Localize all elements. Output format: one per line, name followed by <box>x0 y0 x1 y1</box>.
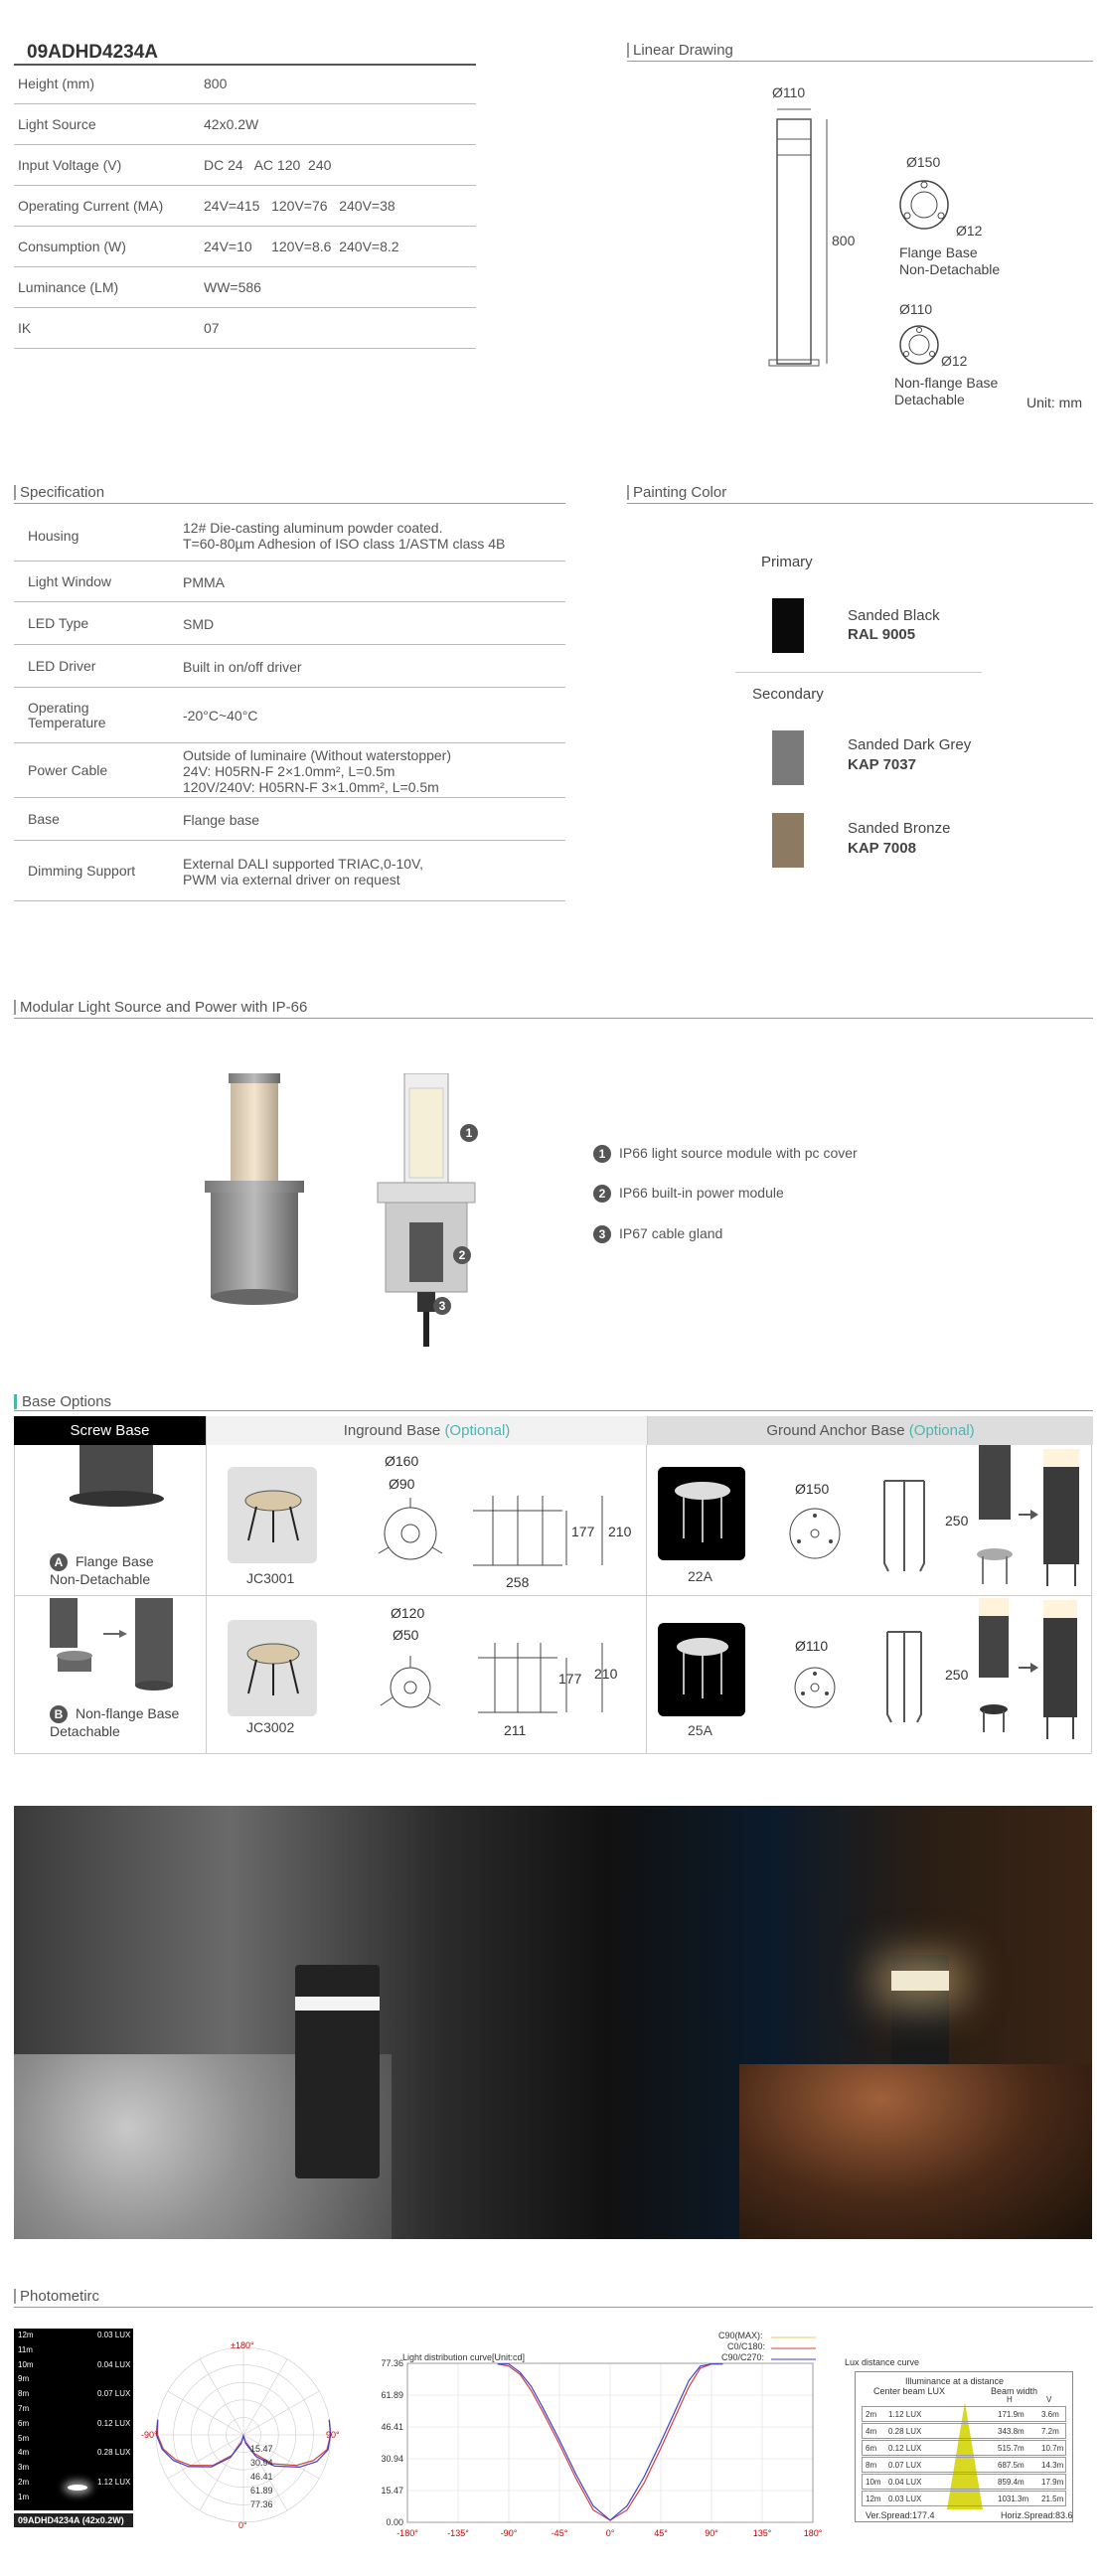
lux-row-lux: 0.03 LUX <box>888 2495 922 2503</box>
specification-label: Housing <box>28 527 79 544</box>
lux-row <box>862 2423 1066 2439</box>
curve-legend-c0: C0/C180: <box>727 2341 766 2351</box>
row-a-h1: 177 <box>571 1524 595 1539</box>
color-code-dark-grey: KAP 7037 <box>848 756 916 773</box>
lux-row <box>862 2491 1066 2506</box>
lux-row-v: 17.9m <box>1041 2478 1064 2487</box>
spec-row <box>14 64 476 104</box>
modular-item-3 <box>593 1225 722 1243</box>
modular-item-1-text: IP66 light source module with pc cover <box>619 1145 858 1161</box>
modular-item-2-badge: 2 <box>593 1185 611 1203</box>
lux-row-h: 171.9m <box>998 2410 1025 2419</box>
secondary-label: Secondary <box>752 686 824 703</box>
anchor-25a-icon <box>668 1633 737 1702</box>
color-code-bronze: KAP 7008 <box>848 840 916 857</box>
polar-ring-label: 15.47 <box>250 2444 273 2454</box>
specification-value: 12# Die-casting aluminum powder coated. T=60-80µm Adhesion of ISO class 1/ASTM class 4B <box>183 520 506 552</box>
base-col-divider-1 <box>206 1445 207 1754</box>
modular-item-3-badge: 3 <box>593 1225 611 1243</box>
lux-row <box>862 2440 1066 2456</box>
specification-row <box>14 743 565 798</box>
jc3001-code: JC3001 <box>246 1570 295 1586</box>
modular-item-2 <box>593 1185 784 1203</box>
curve-ytick: 61.89 <box>381 2390 403 2400</box>
lux-row-v: 3.6m <box>1041 2410 1059 2419</box>
lux-row-distance: 12m <box>866 2495 881 2503</box>
lux-row-lux: 0.04 LUX <box>888 2478 922 2487</box>
spec-value: 42x0.2W <box>204 116 259 132</box>
spec-row <box>14 145 476 186</box>
spec-label: Light Source <box>18 116 96 132</box>
col-screw-base: Screw Base <box>14 1416 206 1445</box>
lux-col-center: Center beam LUX <box>873 2386 946 2396</box>
col-inground-base <box>206 1416 647 1445</box>
row-b-h2: 210 <box>594 1666 618 1682</box>
polar-spoke <box>243 2391 319 2435</box>
unit-label: Unit: mm <box>1026 395 1082 410</box>
curve-xtick: 90° <box>705 2528 718 2538</box>
callout-1: 1 <box>460 1124 486 1142</box>
lux-table-head: Illuminance at a distance <box>905 2376 1005 2386</box>
swatch-black <box>772 598 804 653</box>
modular-title <box>14 999 1093 1019</box>
row-a-dia-inner: Ø90 <box>389 1476 415 1492</box>
row-b-h1: 177 <box>558 1671 582 1687</box>
col-anchor-label: Ground Anchor Base <box>766 1422 905 1439</box>
row-b-inground-side <box>473 1638 612 1727</box>
row-b-anchor-assembly <box>969 1598 1088 1747</box>
spec-row <box>14 308 476 349</box>
linear-drawing-title-text: Linear Drawing <box>633 42 733 59</box>
isolux-distance: 12m <box>18 2331 34 2339</box>
isolux-lux: 0.04 LUX <box>97 2359 131 2369</box>
specification-row <box>14 688 565 743</box>
col-inground-optional: (Optional) <box>444 1422 511 1439</box>
row-a-badge: A <box>50 1553 68 1571</box>
spec-value: 07 <box>204 320 220 336</box>
banner-photo <box>14 1806 1092 2239</box>
curve-xtick: -180° <box>396 2528 418 2538</box>
specification-row <box>14 562 565 602</box>
lux-row-h: 515.7m <box>998 2444 1025 2453</box>
spec-row <box>14 104 476 145</box>
swatch-dark-grey <box>772 730 804 785</box>
spec-label: Consumption (W) <box>18 239 126 254</box>
specification-value: Outside of luminaire (Without waterstopper) 24V: H05RN-F 2×1.0mm², L=0.5m 120V/240V: H05RN-F 3×1.0mm², L=0.5m <box>183 746 451 795</box>
polar-spoke <box>200 2435 243 2510</box>
specification-value: SMD <box>183 615 215 632</box>
product-code-text: 09ADHD4234A <box>27 42 159 63</box>
specification-label: LED Type <box>28 615 89 631</box>
specification-value: Built in on/off driver <box>183 658 302 675</box>
module-photo <box>199 1073 308 1317</box>
lux-row-h: 343.8m <box>998 2427 1025 2436</box>
polar-spoke <box>200 2359 243 2435</box>
lux-row-v: 21.5m <box>1041 2495 1064 2503</box>
isolux-distance: 6m <box>18 2418 30 2428</box>
banner-ground-glow <box>739 2064 1092 2239</box>
isolux-lux: 0.28 LUX <box>97 2448 131 2458</box>
row-b-anchor-top <box>787 1660 843 1715</box>
specification-row <box>14 510 565 562</box>
painting-color-title <box>627 484 1093 504</box>
lux-row-v: 10.7m <box>1041 2444 1064 2453</box>
specification-row <box>14 645 565 688</box>
anchor-22a-icon <box>668 1477 737 1546</box>
lux-hor-spread: Horiz.Spread:83.6 <box>1001 2510 1073 2520</box>
spec-value: WW=586 <box>204 279 261 295</box>
row-a-label <box>50 1553 154 1588</box>
specification-label: LED Driver <box>28 658 96 674</box>
row-a-dia-outer: Ø160 <box>385 1453 419 1469</box>
specification-row <box>14 602 565 645</box>
anchor-25a-code: 25A <box>688 1722 712 1738</box>
isolux-distance: 7m <box>18 2404 30 2413</box>
module-cutaway <box>370 1073 489 1347</box>
row-a-anchor-dia: Ø150 <box>795 1481 830 1497</box>
lux-row-lux: 0.28 LUX <box>888 2427 922 2436</box>
flange-hole: Ø12 <box>956 223 983 239</box>
row-b-anchor-spikes <box>879 1630 929 1724</box>
lux-row-v: 14.3m <box>1041 2461 1064 2470</box>
linear-drawing-title <box>627 42 1093 62</box>
lux-row-lux: 0.07 LUX <box>888 2461 922 2470</box>
lux-row <box>862 2474 1066 2490</box>
specification-value: Flange base <box>183 811 260 828</box>
curve-xtick: 180° <box>803 2528 823 2538</box>
curve-xtick: 135° <box>752 2528 772 2538</box>
base-col-divider-2 <box>646 1445 647 1754</box>
isolux-caption: 09ADHD4234A (42x0.2W) <box>14 2513 133 2527</box>
specification-row <box>14 798 565 841</box>
isolux-distance: 2m <box>18 2478 30 2487</box>
spec-row <box>14 186 476 227</box>
lux-table <box>855 2371 1073 2522</box>
spec-value: 24V=415 120V=76 240V=38 <box>204 198 395 214</box>
polar-bottom-label: 0° <box>238 2520 247 2530</box>
nonflange-base-photo <box>44 1596 193 1700</box>
spec-value: 800 <box>204 76 228 91</box>
spec-label: Height (mm) <box>18 76 95 91</box>
lux-col-h: H <box>1007 2395 1013 2404</box>
col-inground-label: Inground Base <box>343 1422 441 1439</box>
row-b-inground-top <box>373 1650 452 1729</box>
jc3002-code: JC3002 <box>246 1719 295 1735</box>
row-a-inground-top <box>373 1496 452 1575</box>
product-code <box>14 42 476 66</box>
jc3002-icon <box>238 1634 308 1703</box>
isolux-distance: 1m <box>18 2492 30 2501</box>
col-anchor-optional: (Optional) <box>908 1422 975 1439</box>
col-anchor-base <box>647 1416 1093 1445</box>
lux-title: Lux distance curve <box>845 2357 920 2367</box>
row-b-anchor-h: 250 <box>945 1667 969 1683</box>
isolux-lux: 0.07 LUX <box>97 2389 131 2399</box>
spec-value: 24V=10 120V=8.6 240V=8.2 <box>204 239 399 254</box>
color-name-bronze: Sanded Bronze <box>848 820 951 837</box>
spec-label: IK <box>18 320 32 336</box>
row-a-anchor-top <box>785 1504 845 1563</box>
jc3001-icon <box>238 1481 308 1550</box>
painting-color-title-text: Painting Color <box>633 484 727 501</box>
isolux-distance: 4m <box>18 2448 30 2458</box>
polar-ring-label: 30.94 <box>250 2458 273 2468</box>
polar-top-label: ±180° <box>231 2340 254 2350</box>
color-divider <box>735 672 982 673</box>
isolux-glow <box>68 2485 87 2491</box>
modular-item-2-text: IP66 built-in power module <box>619 1185 784 1201</box>
spec-value: DC 24 AC 120 240 <box>204 157 332 173</box>
flange-base-drawing <box>894 177 964 237</box>
banner-bollard-left <box>295 1965 380 2178</box>
nonflange-label: Non-flange Base Detachable <box>894 375 999 407</box>
row-b-dia-inner: Ø50 <box>393 1627 419 1643</box>
drawing-height: 800 <box>832 233 856 248</box>
specification-value: -20°C~40°C <box>183 708 258 724</box>
specification-row <box>14 841 565 901</box>
lux-row-distance: 2m <box>866 2410 877 2419</box>
specification-label: Power Cable <box>28 762 108 778</box>
row-b-w: 211 <box>504 1722 527 1738</box>
specification-label: Light Window <box>28 573 112 589</box>
specification-title <box>14 484 565 504</box>
lux-col-width: Beam width <box>991 2386 1038 2396</box>
spec-row <box>14 227 476 267</box>
spec-label: Luminance (LM) <box>18 279 119 295</box>
polar-right-label: 90° <box>326 2430 340 2440</box>
specification-label: Base <box>28 811 60 827</box>
nonflange-hole: Ø12 <box>941 353 968 369</box>
curve-title: Light distribution curve[Unit:cd] <box>402 2352 526 2362</box>
polar-spoke <box>168 2435 243 2479</box>
lux-row-distance: 4m <box>866 2427 877 2436</box>
specification-value: External DALI supported TRIAC,0-10V, PWM via external driver on request <box>183 855 424 887</box>
row-a-h2: 210 <box>608 1524 632 1539</box>
row-b-dia-outer: Ø120 <box>391 1605 425 1621</box>
isolux-distance: 8m <box>18 2389 30 2399</box>
specification-title-text: Specification <box>20 484 105 501</box>
modular-item-3-text: IP67 cable gland <box>619 1225 723 1241</box>
row-b-badge: B <box>50 1705 68 1723</box>
nonflange-dia: Ø110 <box>899 301 933 317</box>
row-a-w: 258 <box>506 1574 530 1590</box>
base-options-accent <box>14 1394 17 1409</box>
polar-spoke <box>243 2359 287 2435</box>
row-b-label-text: Non-flange Base Detachable <box>50 1705 180 1739</box>
color-name-black: Sanded Black <box>848 607 940 624</box>
flange-base-photo <box>70 1445 169 1515</box>
curve-ytick: 30.94 <box>381 2454 403 2464</box>
curve-xtick: 0° <box>605 2528 615 2538</box>
curve-legend-max: C90(MAX): <box>718 2331 763 2340</box>
curve-ytick: 15.47 <box>381 2486 403 2496</box>
isolux-distance: 5m <box>18 2433 30 2443</box>
curve-xtick: -135° <box>447 2528 469 2538</box>
specification-value: PMMA <box>183 573 225 590</box>
lux-col-v: V <box>1046 2395 1052 2404</box>
row-a-label-text: Flange Base Non-Detachable <box>50 1553 154 1587</box>
isolux-lux: 1.12 LUX <box>97 2478 131 2487</box>
curve-ytick: 77.36 <box>381 2358 403 2368</box>
isolux-lux: 0.03 LUX <box>97 2331 131 2339</box>
callout-3: 3 <box>433 1297 459 1315</box>
base-options-title-text: Base Options <box>22 1393 112 1410</box>
specification-label: Operating Temperature <box>28 700 106 730</box>
flange-label: Flange Base Non-Detachable <box>899 244 1001 277</box>
curve-ytick: 46.41 <box>381 2422 403 2432</box>
modular-item-1 <box>593 1145 858 1163</box>
polar-ring-label: 61.89 <box>250 2486 273 2496</box>
flange-dia: Ø150 <box>906 154 941 170</box>
lux-row-h: 859.4m <box>998 2478 1025 2487</box>
lux-row-distance: 8m <box>866 2461 877 2470</box>
lux-row <box>862 2457 1066 2473</box>
color-name-dark-grey: Sanded Dark Grey <box>848 736 972 753</box>
anchor-22a-code: 22A <box>688 1568 712 1584</box>
polar-ring-label: 46.41 <box>250 2472 273 2482</box>
curve-legend-c90: C90/C270: <box>721 2352 765 2362</box>
lux-row-h: 1031.3m <box>998 2495 1029 2503</box>
photometric-title-text: Photometirc <box>20 2288 100 2305</box>
isolux-distance: 10m <box>18 2359 34 2369</box>
specification-label: Dimming Support <box>28 863 136 879</box>
row-a-anchor-spikes <box>874 1479 934 1573</box>
light-distribution-chart <box>368 2355 825 2539</box>
lux-ver-spread: Ver.Spread:177.4 <box>866 2510 935 2520</box>
photometric-title <box>14 2288 1093 2308</box>
color-code-black: RAL 9005 <box>848 626 916 643</box>
lux-row-distance: 10m <box>866 2478 881 2487</box>
polar-series <box>158 2420 331 2466</box>
lux-row-lux: 0.12 LUX <box>888 2444 922 2453</box>
polar-left-label: -90° <box>141 2430 158 2440</box>
row-a-anchor-h: 250 <box>945 1513 969 1529</box>
isolux-distance: 9m <box>18 2374 30 2384</box>
modular-title-text: Modular Light Source and Power with IP-66 <box>20 999 308 1016</box>
base-options-title <box>14 1393 1093 1411</box>
row-b-label <box>50 1705 179 1740</box>
polar-chart <box>144 2337 343 2536</box>
lux-row-v: 7.2m <box>1041 2427 1059 2436</box>
lux-row-distance: 6m <box>866 2444 877 2453</box>
isolux-distance: 3m <box>18 2463 30 2473</box>
curve-xtick: 45° <box>654 2528 668 2538</box>
primary-label: Primary <box>761 554 813 570</box>
lux-row-h: 687.5m <box>998 2461 1025 2470</box>
lux-row-lux: 1.12 LUX <box>888 2410 922 2419</box>
curve-xtick: -90° <box>500 2528 518 2538</box>
spec-label: Input Voltage (V) <box>18 157 122 173</box>
spec-row <box>14 267 476 308</box>
polar-spoke <box>168 2391 243 2435</box>
swatch-bronze <box>772 813 804 868</box>
modular-item-1-badge: 1 <box>593 1145 611 1163</box>
isolux-distance: 11m <box>18 2344 33 2354</box>
spec-label: Operating Current (MA) <box>18 198 164 214</box>
lux-row <box>862 2406 1066 2422</box>
row-a-anchor-assembly <box>969 1445 1088 1594</box>
curve-xtick: -45° <box>551 2528 568 2538</box>
polar-ring-label: 77.36 <box>250 2499 273 2509</box>
curve-ytick: 0.00 <box>386 2517 403 2527</box>
drawing-top-dia: Ø110 <box>772 84 806 100</box>
isolux-lux: 0.12 LUX <box>97 2418 131 2428</box>
callout-2: 2 <box>453 1246 479 1264</box>
row-b-anchor-dia: Ø110 <box>795 1638 829 1654</box>
